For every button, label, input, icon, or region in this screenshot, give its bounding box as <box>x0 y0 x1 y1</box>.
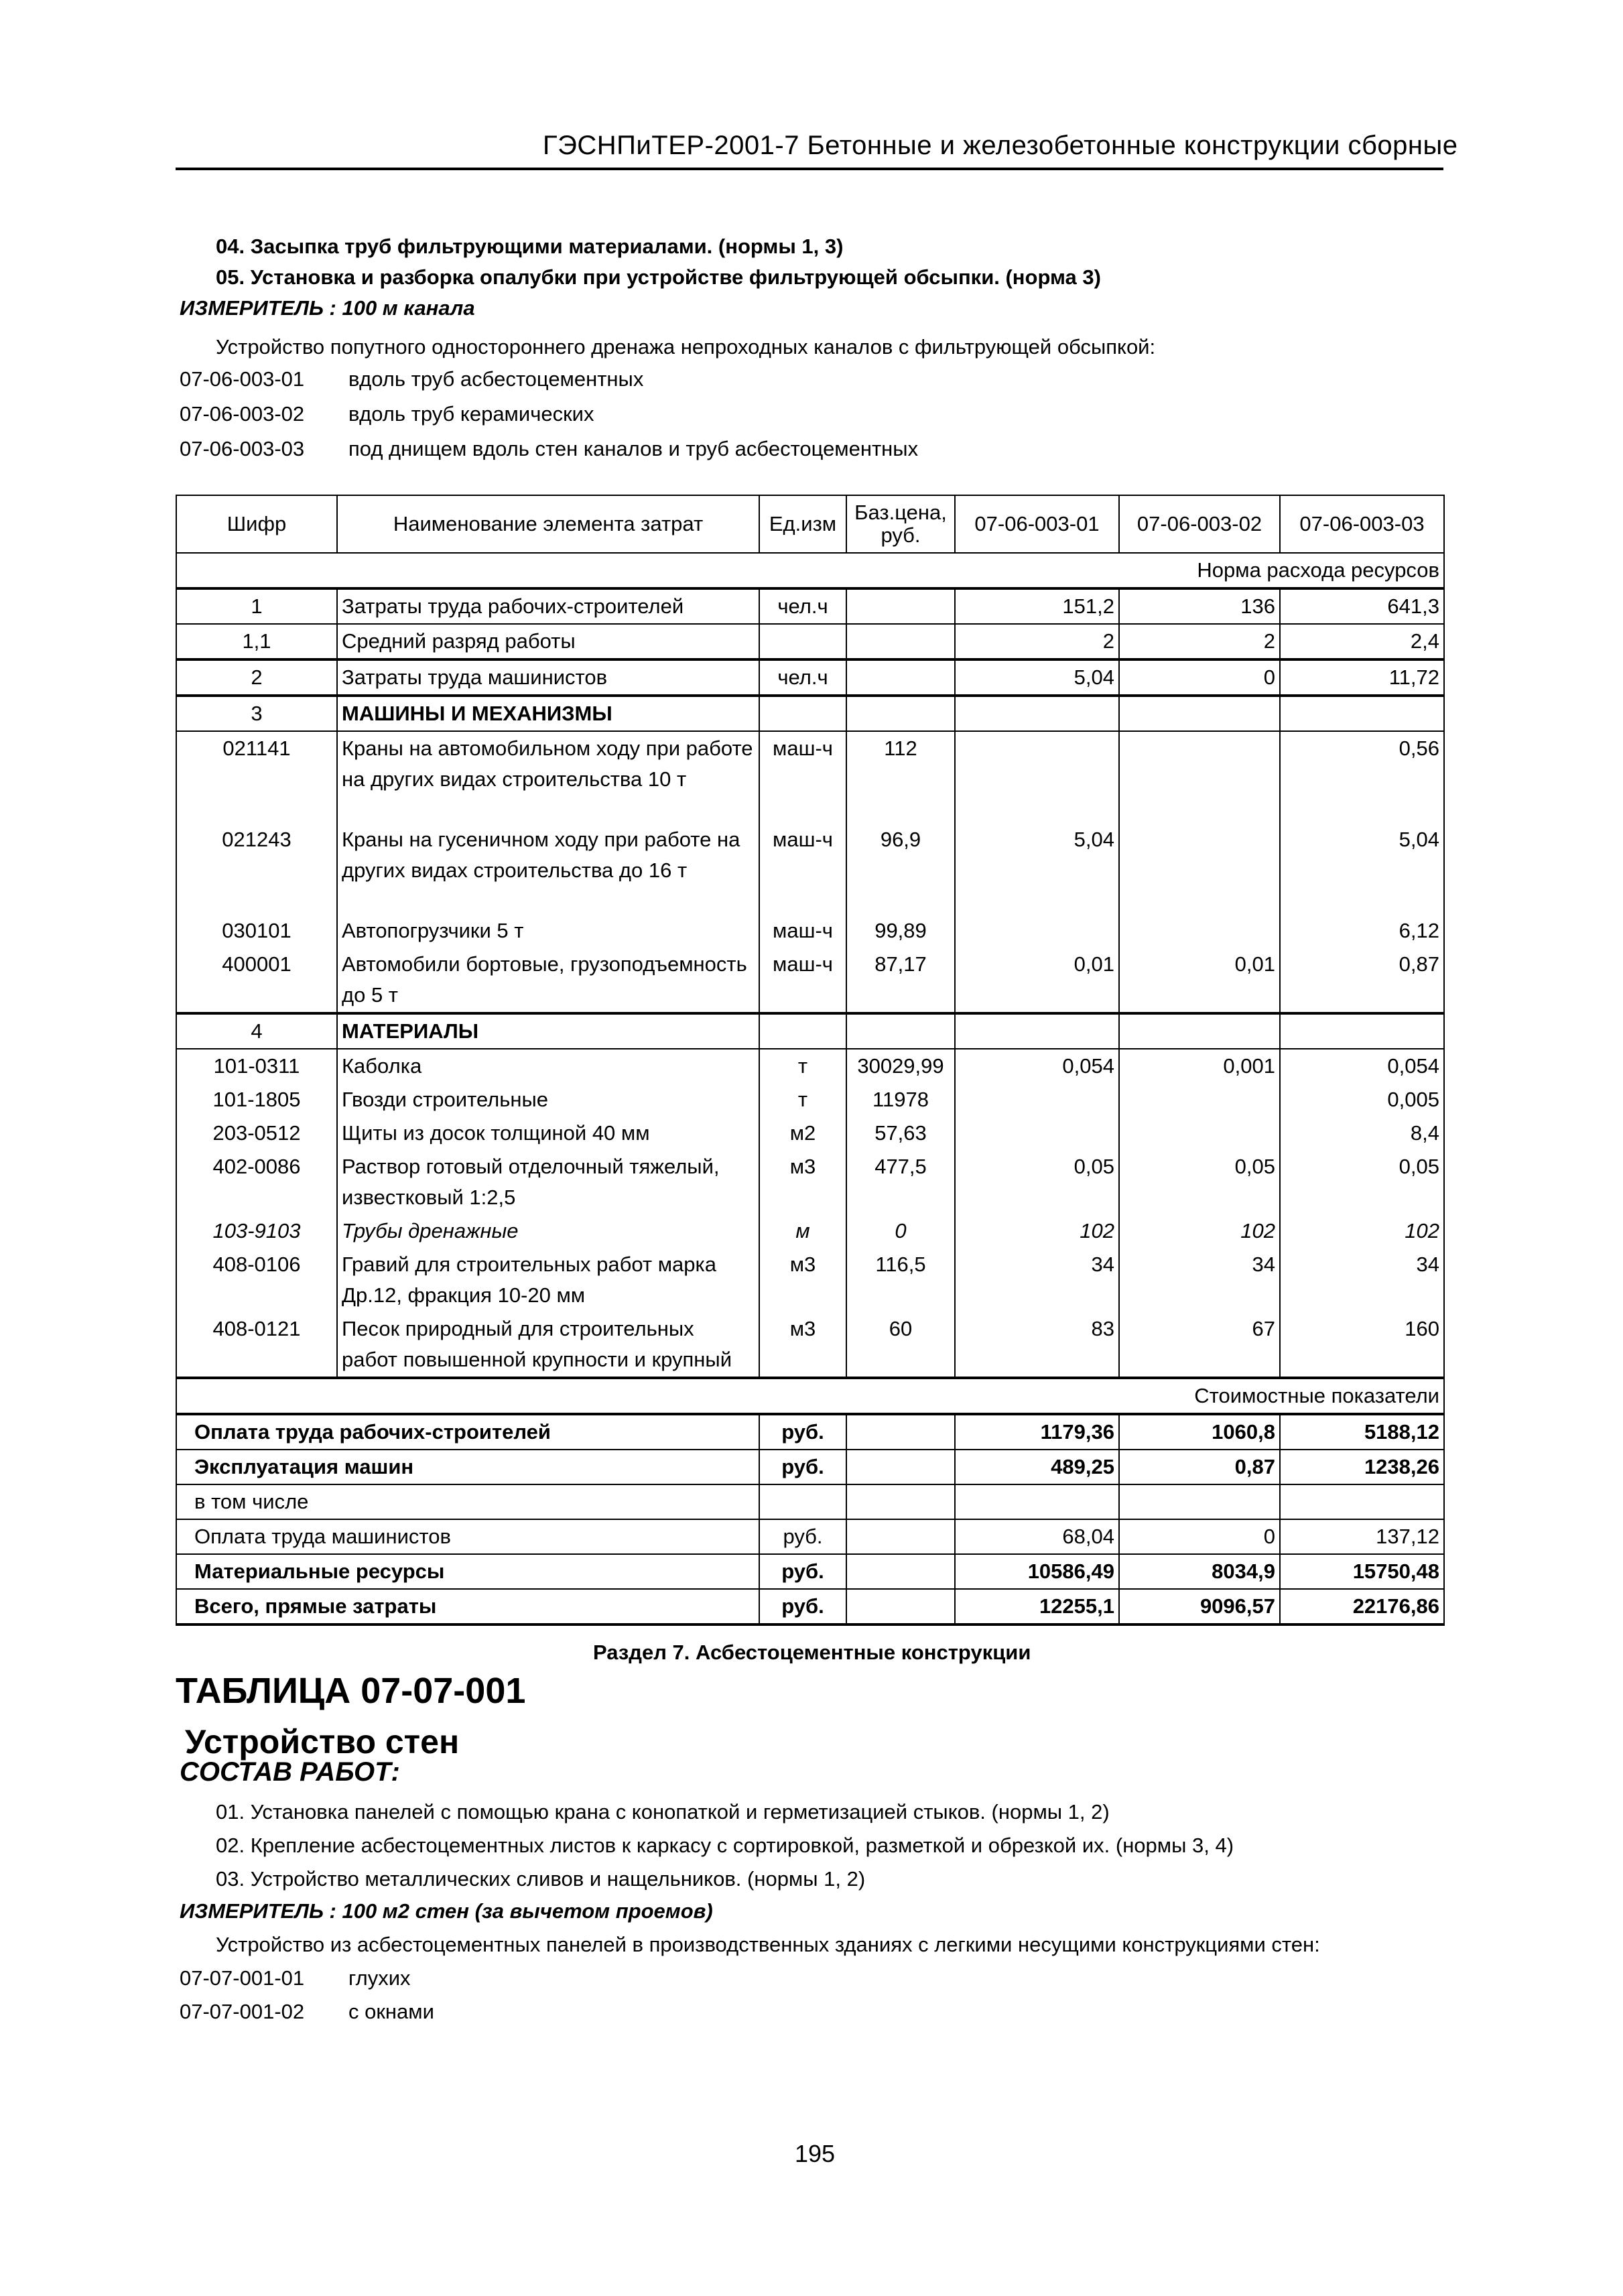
description: Устройство попутного одностороннего дренажа непроходных каналов с фильтрующей обсыпкой: <box>216 335 1156 359</box>
row-unit: чел.ч <box>759 659 846 696</box>
row-v2: 34 <box>1119 1248 1280 1312</box>
row-price: 116,5 <box>846 1248 955 1312</box>
cost-v3: 137,12 <box>1280 1519 1444 1554</box>
row-code: 408-0121 <box>176 1312 337 1378</box>
cost-unit: руб. <box>759 1414 846 1450</box>
row-v2 <box>1119 1083 1280 1117</box>
row-v3: 0,87 <box>1280 948 1444 1013</box>
table-row <box>176 1083 1444 1117</box>
cost-v3: 22176,86 <box>1280 1589 1444 1624</box>
header-unit: Ед.изм <box>759 495 846 553</box>
row-code: 2 <box>176 659 337 696</box>
cost-unit: руб. <box>759 1519 846 1554</box>
row-unit: м3 <box>759 1248 846 1312</box>
page-number: 195 <box>795 2140 836 2167</box>
cost-name: Эксплуатация машин <box>176 1450 759 1484</box>
row-v2 <box>1119 823 1280 914</box>
row-v1: 0,01 <box>955 948 1119 1013</box>
cost-v3 <box>1280 1484 1444 1519</box>
row-v1 <box>955 1083 1119 1117</box>
row-unit: маш-ч <box>759 948 846 1013</box>
cost-v3: 15750,48 <box>1280 1554 1444 1589</box>
cost-row <box>176 1589 1444 1624</box>
cost-price <box>846 1589 955 1624</box>
row-unit <box>759 1013 846 1049</box>
cost-row <box>176 1450 1444 1484</box>
row-unit: маш-ч <box>759 823 846 914</box>
row-v2 <box>1119 914 1280 948</box>
row-name: Гравий для строительных работ марка Др.12, фракция 10-20 мм <box>337 1248 759 1312</box>
code-text: вдоль труб керамических <box>348 402 594 426</box>
header-col-3: 07-06-003-03 <box>1280 495 1444 553</box>
works-heading: СОСТАВ РАБОТ: <box>180 1757 400 1787</box>
row-v2: 0,001 <box>1119 1049 1280 1083</box>
work-item: 05. Установка и разборка опалубки при устройстве фильтрующей обсыпки. (норма 3) <box>216 265 1101 289</box>
cost-v2: 0,87 <box>1119 1450 1280 1484</box>
row-unit: т <box>759 1049 846 1083</box>
row-v3: 34 <box>1280 1248 1444 1312</box>
header-code: Шифр <box>176 495 337 553</box>
row-v1: 2 <box>955 624 1119 659</box>
row-v1: 5,04 <box>955 659 1119 696</box>
row-v2 <box>1119 696 1280 731</box>
table-row <box>176 696 1444 731</box>
row-unit: чел.ч <box>759 588 846 624</box>
header-col-1: 07-06-003-01 <box>955 495 1119 553</box>
row-v1 <box>955 1117 1119 1150</box>
row-price: 96,9 <box>846 823 955 914</box>
row-code: 3 <box>176 696 337 731</box>
header-col-2: 07-06-003-02 <box>1119 495 1280 553</box>
row-unit: м <box>759 1214 846 1248</box>
row-code: 400001 <box>176 948 337 1013</box>
cost-v2: 9096,57 <box>1119 1589 1280 1624</box>
cost-name: Всего, прямые затраты <box>176 1589 759 1624</box>
row-v3: 2,4 <box>1280 624 1444 659</box>
row-v2: 0,01 <box>1119 948 1280 1013</box>
header-name: Наименование элемента затрат <box>337 495 759 553</box>
table-row <box>176 1049 1444 1083</box>
row-code: 408-0106 <box>176 1248 337 1312</box>
cost-v2: 0 <box>1119 1519 1280 1554</box>
meter-label: ИЗМЕРИТЕЛЬ : 100 м канала <box>180 296 475 320</box>
row-v3: 0,56 <box>1280 731 1444 823</box>
row-code: 101-0311 <box>176 1049 337 1083</box>
row-name: Щиты из досок толщиной 40 мм <box>337 1117 759 1150</box>
row-price <box>846 659 955 696</box>
row-v3: 0,005 <box>1280 1083 1444 1117</box>
cost-price <box>846 1450 955 1484</box>
cost-row <box>176 1519 1444 1554</box>
row-name: Автомобили бортовые, грузоподъемность до 5 т <box>337 948 759 1013</box>
row-v1 <box>955 731 1119 823</box>
cost-name: в том числе <box>176 1484 759 1519</box>
row-price <box>846 1013 955 1049</box>
row-code: 021243 <box>176 823 337 914</box>
cost-price <box>846 1554 955 1589</box>
cost-v1: 10586,49 <box>955 1554 1119 1589</box>
cost-row <box>176 1414 1444 1450</box>
table-row <box>176 1312 1444 1378</box>
cost-unit: руб. <box>759 1554 846 1589</box>
cost-v1: 489,25 <box>955 1450 1119 1484</box>
code: 07-07-001-02 <box>180 2000 305 2023</box>
cost-unit <box>759 1484 846 1519</box>
row-v1: 0,05 <box>955 1150 1119 1214</box>
row-v2: 67 <box>1119 1312 1280 1378</box>
cost-price <box>846 1519 955 1554</box>
running-header: ГЭСНПиТЕР-2001-7 Бетонные и железобетонные конструкции сборные <box>543 131 1458 160</box>
row-v3: 102 <box>1280 1214 1444 1248</box>
row-v1: 0,054 <box>955 1049 1119 1083</box>
row-code: 021141 <box>176 731 337 823</box>
code: 07-06-003-03 <box>180 437 305 460</box>
row-price <box>846 696 955 731</box>
row-v2 <box>1119 731 1280 823</box>
table-row <box>176 1150 1444 1214</box>
table-title: ТАБЛИЦА 07-07-001 <box>176 1671 526 1711</box>
cost-v3: 1238,26 <box>1280 1450 1444 1484</box>
row-price <box>846 588 955 624</box>
row-unit: м3 <box>759 1312 846 1378</box>
row-v1 <box>955 696 1119 731</box>
table-row <box>176 1117 1444 1150</box>
row-v2: 2 <box>1119 624 1280 659</box>
code: 07-07-001-01 <box>180 1966 305 1990</box>
row-code: 4 <box>176 1013 337 1049</box>
work-item: 04. Засыпка труб фильтрующими материалами. (нормы 1, 3) <box>216 235 844 258</box>
row-v1: 34 <box>955 1248 1119 1312</box>
row-unit: маш-ч <box>759 914 846 948</box>
cost-price <box>846 1414 955 1450</box>
row-v2: 0 <box>1119 659 1280 696</box>
cost-name: Оплата труда машинистов <box>176 1519 759 1554</box>
meter-label: ИЗМЕРИТЕЛЬ : 100 м2 стен (за вычетом проемов) <box>180 1899 713 1923</box>
row-v1 <box>955 914 1119 948</box>
row-name: МАШИНЫ И МЕХАНИЗМЫ <box>337 696 759 731</box>
row-v1: 83 <box>955 1312 1119 1378</box>
cost-unit: руб. <box>759 1450 846 1484</box>
cost-v2: 8034,9 <box>1119 1554 1280 1589</box>
row-v3 <box>1280 1013 1444 1049</box>
band-row <box>176 1378 1444 1414</box>
row-v3: 0,05 <box>1280 1150 1444 1214</box>
cost-v3: 5188,12 <box>1280 1414 1444 1450</box>
table-header-row <box>176 495 1444 553</box>
row-v2: 0,05 <box>1119 1150 1280 1214</box>
table-subtitle: Устройство стен <box>185 1723 460 1761</box>
row-price: 87,17 <box>846 948 955 1013</box>
row-v3 <box>1280 696 1444 731</box>
description: Устройство из асбестоцементных панелей в производственных зданиях с легкими несущими конструкциями стен: <box>216 1933 1320 1956</box>
section-title: Раздел 7. Асбестоцементные конструкции <box>593 1641 1031 1664</box>
row-v1: 151,2 <box>955 588 1119 624</box>
row-v1: 102 <box>955 1214 1119 1248</box>
table-row <box>176 948 1444 1013</box>
row-price: 60 <box>846 1312 955 1378</box>
resource-table <box>176 495 1445 1626</box>
table-row <box>176 731 1444 823</box>
row-unit <box>759 624 846 659</box>
row-v3: 8,4 <box>1280 1117 1444 1150</box>
table-row <box>176 1248 1444 1312</box>
row-v2: 102 <box>1119 1214 1280 1248</box>
cost-v2: 1060,8 <box>1119 1414 1280 1450</box>
row-code: 103-9103 <box>176 1214 337 1248</box>
row-unit <box>759 696 846 731</box>
cost-v1: 68,04 <box>955 1519 1119 1554</box>
row-name: Гвозди строительные <box>337 1083 759 1117</box>
row-name: МАТЕРИАЛЫ <box>337 1013 759 1049</box>
row-v3: 11,72 <box>1280 659 1444 696</box>
row-v3: 5,04 <box>1280 823 1444 914</box>
row-name: Средний разряд работы <box>337 624 759 659</box>
row-v3: 641,3 <box>1280 588 1444 624</box>
row-price: 57,63 <box>846 1117 955 1150</box>
work-item: 03. Устройство металлических сливов и нащельников. (нормы 1, 2) <box>216 1867 866 1891</box>
table-row <box>176 588 1444 624</box>
code: 07-06-003-02 <box>180 402 305 426</box>
row-code: 203-0512 <box>176 1117 337 1150</box>
row-code: 402-0086 <box>176 1150 337 1214</box>
row-name: Краны на гусеничном ходу при работе на других видах строительства до 16 т <box>337 823 759 914</box>
row-price: 30029,99 <box>846 1049 955 1083</box>
row-unit: маш-ч <box>759 731 846 823</box>
row-name: Затраты труда машинистов <box>337 659 759 696</box>
row-code: 030101 <box>176 914 337 948</box>
table-row <box>176 624 1444 659</box>
table-row <box>176 914 1444 948</box>
cost-row <box>176 1554 1444 1589</box>
cost-name: Материальные ресурсы <box>176 1554 759 1589</box>
row-unit: м2 <box>759 1117 846 1150</box>
cost-name: Оплата труда рабочих-строителей <box>176 1414 759 1450</box>
row-v3: 160 <box>1280 1312 1444 1378</box>
row-name: Раствор готовый отделочный тяжелый, известковый 1:2,5 <box>337 1150 759 1214</box>
row-name: Трубы дренажные <box>337 1214 759 1248</box>
table-row <box>176 1013 1444 1049</box>
code: 07-06-003-01 <box>180 367 305 391</box>
row-price: 11978 <box>846 1083 955 1117</box>
cost-v2 <box>1119 1484 1280 1519</box>
row-price: 0 <box>846 1214 955 1248</box>
cost-unit: руб. <box>759 1589 846 1624</box>
row-code: 1 <box>176 588 337 624</box>
row-code: 101-1805 <box>176 1083 337 1117</box>
row-v2 <box>1119 1117 1280 1150</box>
cost-v1 <box>955 1484 1119 1519</box>
row-v1 <box>955 1013 1119 1049</box>
row-price: 112 <box>846 731 955 823</box>
cost-v1: 1179,36 <box>955 1414 1119 1450</box>
row-v3: 6,12 <box>1280 914 1444 948</box>
row-code: 1,1 <box>176 624 337 659</box>
code-text: под днищем вдоль стен каналов и труб асбестоцементных <box>348 437 919 460</box>
row-unit: т <box>759 1083 846 1117</box>
row-name: Автопогрузчики 5 т <box>337 914 759 948</box>
band-resources: Норма расхода ресурсов <box>176 553 1444 588</box>
band-row <box>176 553 1444 588</box>
work-item: 02. Крепление асбестоцементных листов к каркасу с сортировкой, разметкой и обрезкой их. (нормы 3, 4) <box>216 1834 1234 1857</box>
header-rule <box>176 168 1443 170</box>
cost-row <box>176 1484 1444 1519</box>
cost-v1: 12255,1 <box>955 1589 1119 1624</box>
code-text: глухих <box>348 1966 411 1990</box>
row-unit: м3 <box>759 1150 846 1214</box>
row-price: 99,89 <box>846 914 955 948</box>
row-price <box>846 624 955 659</box>
table-row <box>176 823 1444 914</box>
code-text: с окнами <box>348 2000 434 2023</box>
row-name: Каболка <box>337 1049 759 1083</box>
row-name: Песок природный для строительных работ повышенной крупности и крупный <box>337 1312 759 1378</box>
work-item: 01. Установка панелей с помощью крана с конопаткой и герметизацией стыков. (нормы 1, 2) <box>216 1800 1110 1824</box>
row-name: Затраты труда рабочих-строителей <box>337 588 759 624</box>
cost-price <box>846 1484 955 1519</box>
row-price: 477,5 <box>846 1150 955 1214</box>
row-name: Краны на автомобильном ходу при работе на других видах строительства 10 т <box>337 731 759 823</box>
band-costs: Стоимостные показатели <box>176 1378 1444 1414</box>
table-row <box>176 659 1444 696</box>
row-v2: 136 <box>1119 588 1280 624</box>
row-v1: 5,04 <box>955 823 1119 914</box>
row-v2 <box>1119 1013 1280 1049</box>
code-text: вдоль труб асбестоцементных <box>348 367 644 391</box>
header-price: Баз.цена, руб. <box>846 495 955 553</box>
table-row <box>176 1214 1444 1248</box>
row-v3: 0,054 <box>1280 1049 1444 1083</box>
